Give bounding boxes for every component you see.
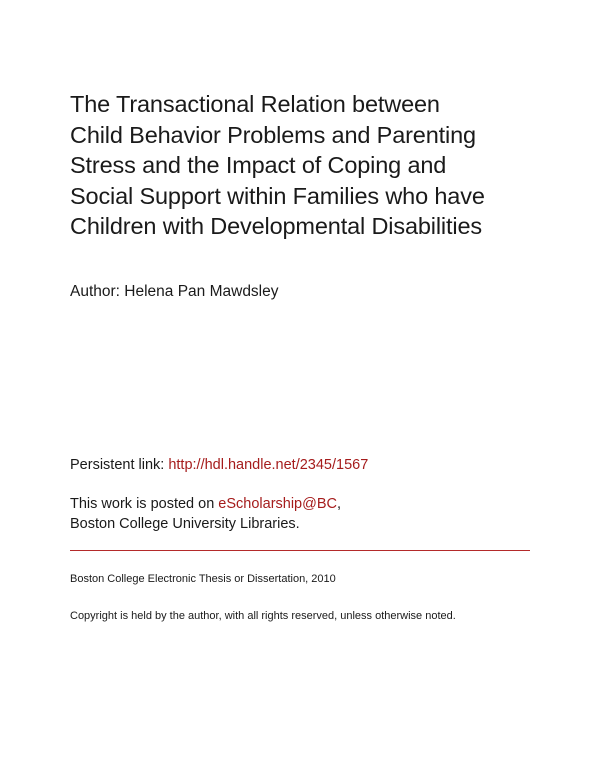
thesis-note: Boston College Electronic Thesis or Dissertation, 2010	[70, 573, 336, 585]
library-line: Boston College University Libraries.	[70, 516, 300, 532]
divider-rule	[70, 550, 530, 551]
title-line: Social Support within Families who have	[70, 182, 485, 209]
title-line: Stress and the Impact of Coping and	[70, 152, 447, 179]
posted-prefix: This work is posted on	[70, 496, 219, 512]
persistent-link-label: Persistent link:	[70, 457, 169, 473]
escholarship-link[interactable]: eScholarship@BC	[218, 496, 337, 512]
posted-suffix: ,	[337, 496, 342, 512]
posted-line	[70, 494, 341, 514]
copyright-note: Copyright is held by the author, with all rights reserved, unless otherwise noted.	[70, 610, 456, 622]
title-line: Child Behavior Problems and Parenting	[70, 121, 476, 148]
persistent-link-line	[70, 457, 368, 473]
title-line: The Transactional Relation between	[70, 91, 440, 117]
persistent-link[interactable]: http://hdl.handle.net/2345/1567	[168, 457, 369, 473]
document-title	[70, 89, 540, 242]
posted-statement	[70, 494, 341, 534]
title-line: Children with Developmental Disabilities	[70, 213, 482, 240]
author-line: Author: Helena Pan Mawdsley	[70, 283, 279, 300]
